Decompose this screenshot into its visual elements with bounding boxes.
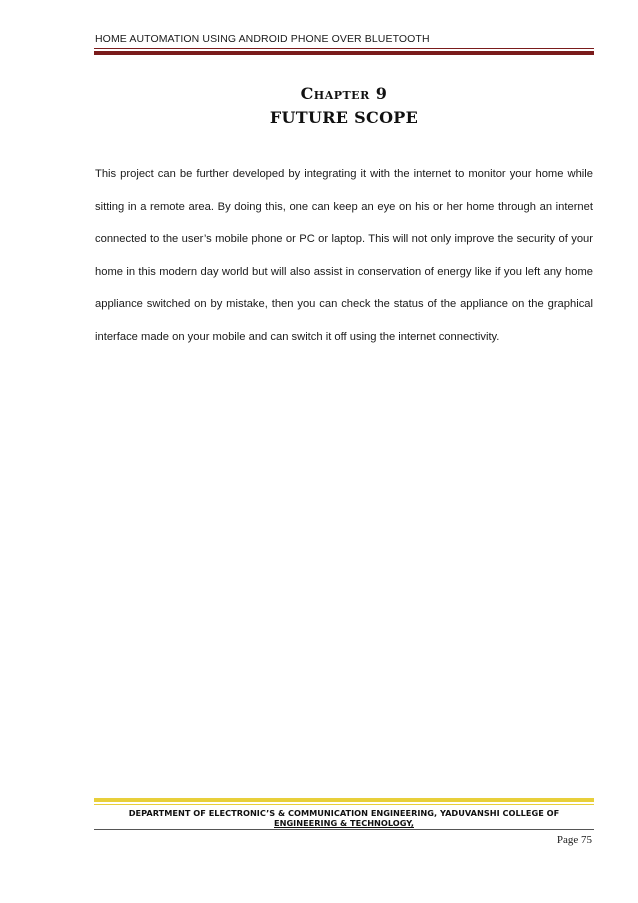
chapter-title: FUTURE SCOPE <box>269 108 419 127</box>
footer-divider-thin <box>94 804 594 805</box>
body-paragraph: This project can be further developed by integrating it with the internet to monitor your home while sitting in a remote area. By doing this, one can keep an eye on his or her home through an internet connected to the user’s mobile phone or PC or laptop. This will not only improve the security of your home in this modern day world but will also assist in conservation of energy like if you left any home appliance switched on by mistake, then you can check the status of the appliance on the graphical interface made on your mobile and can switch it off using the internet connectivity. <box>95 168 593 343</box>
footer-divider-bottom <box>94 829 594 830</box>
chapter-label: Chapter 9 <box>300 84 388 103</box>
footer-divider-thick <box>94 798 594 802</box>
header-divider-thin <box>94 48 594 49</box>
running-header: HOME AUTOMATION USING ANDROID PHONE OVER BLUETOOTH <box>95 33 430 45</box>
footer-department-line2: ENGINEERING & TECHNOLOGY, <box>274 818 414 828</box>
page-number: Page 75 <box>556 834 592 846</box>
header-divider-thick <box>94 51 594 55</box>
footer-department-line1: DEPARTMENT OF ELECTRONIC’S & COMMUNICATION ENGINEERING, YADUVANSHI COLLEGE OF <box>128 808 560 818</box>
footer-department <box>94 808 594 828</box>
